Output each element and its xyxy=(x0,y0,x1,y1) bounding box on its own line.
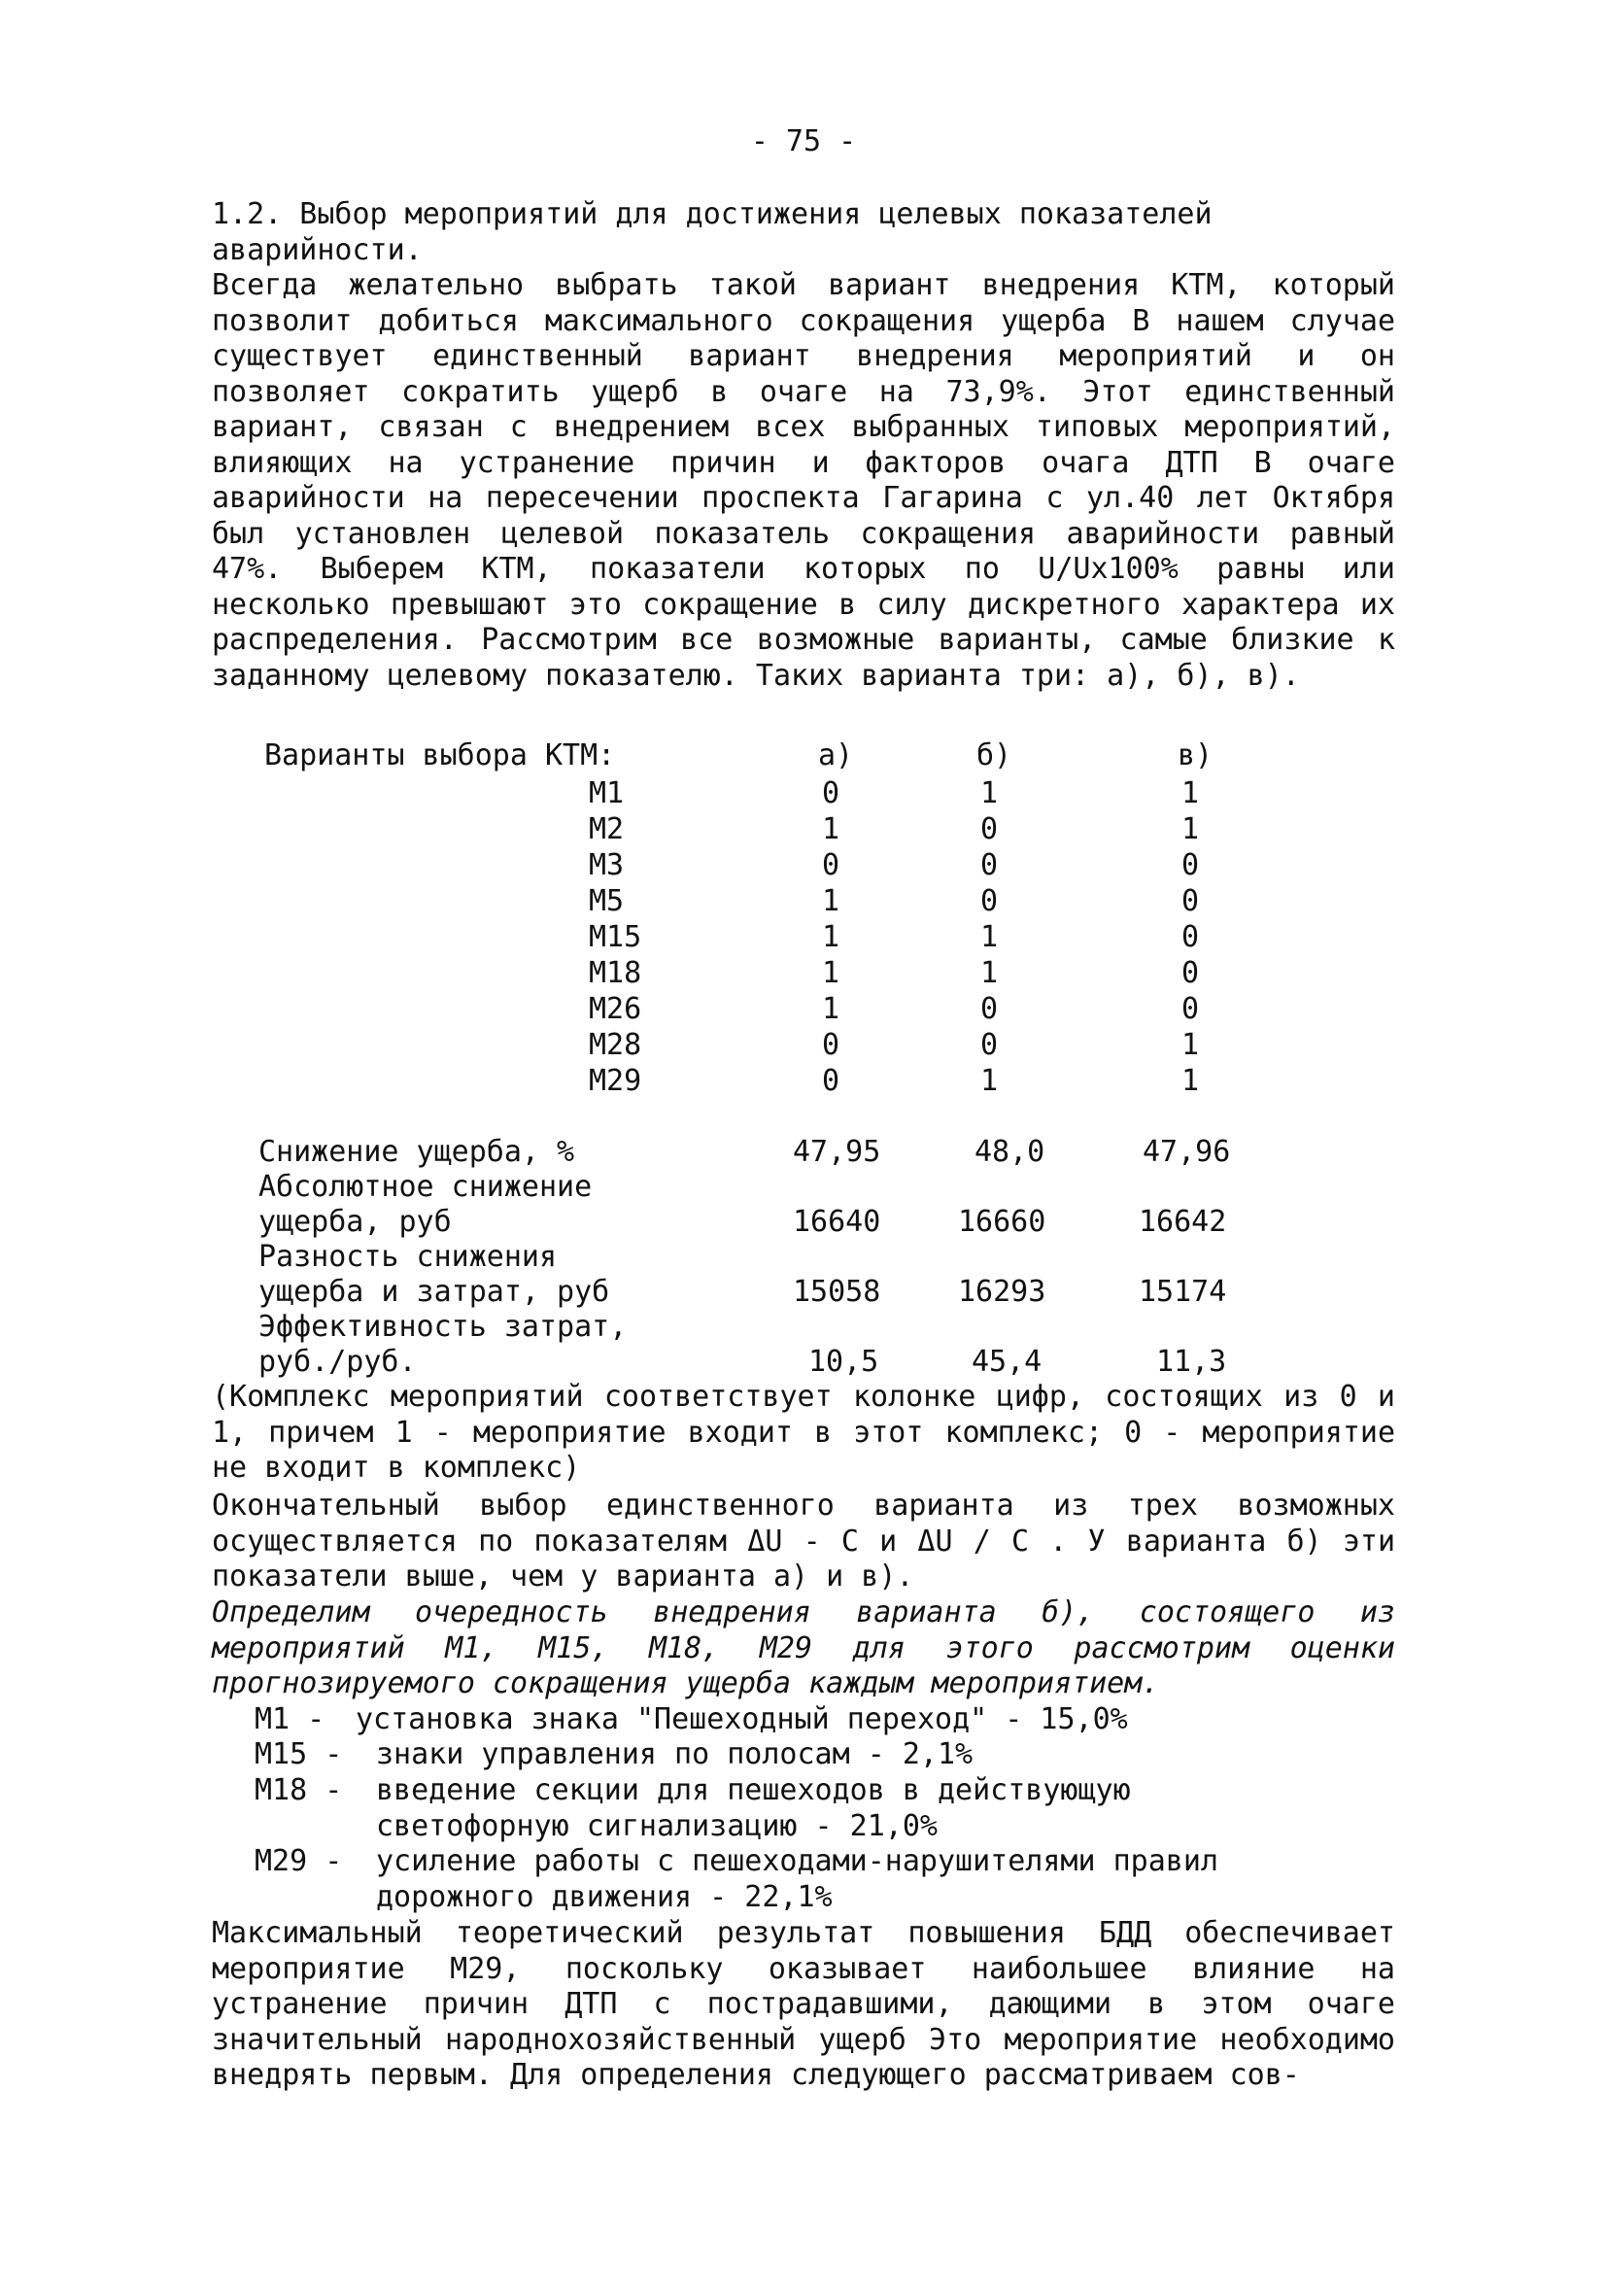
value-b: 0 xyxy=(980,1028,999,1062)
reduction-value-a: 47,95 xyxy=(793,1135,881,1169)
paragraph-conclusion: Максимальный теоретический результат повышения БДД обеспечивает мероприятие M29, поскольку оказывает наибольшее влияние на устранение причин ДТП с пострадавшими, дающими в этом очаге значительный народнохозяйственный ущерб Это мероприятие необходимо внедрять первым. Для определения следующего рассматриваем сов- xyxy=(212,1916,1395,2092)
difference-label-line2: ущерба и затрат, руб xyxy=(258,1275,610,1309)
measure-item-code: M18 - xyxy=(255,1773,343,1807)
reduction-value-b: 48,0 xyxy=(974,1135,1045,1169)
table-caption: Варианты выбора КТМ: xyxy=(264,738,616,772)
table-row xyxy=(0,1028,1263,1063)
value-c: 0 xyxy=(1181,920,1200,954)
measure-code: M18 xyxy=(589,956,642,990)
page-number: - 75 - xyxy=(750,124,857,158)
efficiency-label-line1: Эффективность затрат, xyxy=(258,1310,628,1344)
result-row-difference xyxy=(0,1275,1263,1310)
table-header-row xyxy=(0,738,1263,773)
result-row-efficiency xyxy=(0,1345,1263,1380)
difference-value-a: 15058 xyxy=(793,1275,881,1309)
result-row-reduction xyxy=(0,1135,1263,1170)
table-row xyxy=(0,776,1263,811)
measure-code: M15 xyxy=(589,920,642,954)
reduction-label: Снижение ущерба, % xyxy=(258,1135,575,1169)
result-label-row xyxy=(0,1170,1263,1205)
measure-code: M29 xyxy=(589,1064,642,1098)
measure-item-text: введение секции для пешеходов в действующую светофорную сигнализацию - 21,0% xyxy=(376,1773,1131,1843)
value-b: 0 xyxy=(980,812,999,846)
measure-code: M5 xyxy=(589,884,625,918)
paragraph-intro: Всегда желательно выбрать такой вариант внедрения КТМ, который позволит добиться максимального сокращения ущерба В нашем случае существует единственный вариант внедрения мероприятий и он позволяет сократить ущерб в очаге на 73,9%. Этот единственный вариант, связан с внедрением всех выбранных типовых мероприятий, влияющих на устранение причин и факторов очага ДТП В очаге аварийности на пересечении проспекта Гагарина с ул.40 лет Октября был установлен целевой показатель сокращения аварийности равный 47%. Выберем КТМ, показатели которых по U/Ux100% равны или несколько превышают это сокращение в силу дискретного характера их распределения. Рассмотрим все возможные варианты, самые близкие к заданному целевому показателю. Таких варианта три: а), б), в). xyxy=(212,268,1395,693)
value-c: 0 xyxy=(1181,956,1200,990)
efficiency-value-a: 10,5 xyxy=(808,1345,879,1379)
table-row xyxy=(0,920,1263,955)
result-label-row xyxy=(0,1310,1263,1345)
value-a: 0 xyxy=(822,1028,840,1062)
measure-item-code: M29 - xyxy=(255,1844,343,1878)
value-c: 1 xyxy=(1181,776,1200,810)
value-a: 0 xyxy=(822,848,840,882)
header-variant-c: в) xyxy=(1178,738,1214,772)
value-a: 0 xyxy=(822,776,840,810)
absolute-label-line2: ущерба, руб xyxy=(258,1205,452,1239)
value-a: 1 xyxy=(822,956,840,990)
value-c: 0 xyxy=(1181,992,1200,1026)
table-row xyxy=(0,848,1263,883)
table-row xyxy=(0,1064,1263,1099)
table-row xyxy=(0,992,1263,1027)
efficiency-value-b: 45,4 xyxy=(972,1345,1043,1379)
paragraph-selection: Окончательный выбор единственного варианта из трех возможных осуществляется по показателям ΔU - C и ΔU / C . У варианта б) эти показатели выше, чем у варианта а) и в). xyxy=(212,1489,1395,1593)
value-a: 1 xyxy=(822,884,840,918)
value-b: 1 xyxy=(980,920,999,954)
value-c: 0 xyxy=(1181,884,1200,918)
absolute-value-c: 16642 xyxy=(1139,1205,1227,1239)
measure-code: M2 xyxy=(589,812,625,846)
paragraph-order: Определим очередность внедрения варианта б), состоящего из мероприятий M1, M15, M18, M29 для этого рассмотрим оценки прогнозируемого сокращения ущерба каждым мероприятием. xyxy=(212,1595,1395,1700)
result-label-row xyxy=(0,1240,1263,1275)
difference-value-c: 15174 xyxy=(1139,1275,1227,1309)
table-note: (Комплекс мероприятий соответствует колонке цифр, состоящих из 0 и 1, причем 1 - мероприятие входит в этот комплекс; 0 - мероприятие не входит в комплекс) xyxy=(212,1380,1395,1485)
value-c: 1 xyxy=(1181,812,1200,846)
measure-item-text: знаки управления по полосам - 2,1% xyxy=(376,1737,974,1771)
measure-code: M26 xyxy=(589,992,642,1026)
table-row xyxy=(0,812,1263,847)
absolute-value-b: 16660 xyxy=(958,1205,1046,1239)
header-variant-b: б) xyxy=(976,738,1012,772)
measure-item-code: M15 - xyxy=(255,1737,343,1771)
value-b: 1 xyxy=(980,1064,999,1098)
value-b: 0 xyxy=(980,848,999,882)
header-variant-a: а) xyxy=(818,738,854,772)
absolute-value-a: 16640 xyxy=(793,1205,881,1239)
value-a: 1 xyxy=(822,920,840,954)
measure-item-code: M1 - xyxy=(255,1702,325,1736)
efficiency-label-line2: руб./руб. xyxy=(258,1345,417,1379)
value-a: 1 xyxy=(822,992,840,1026)
measure-item-text: усиление работы с пешеходами-нарушителями правил дорожного движения - 22,1% xyxy=(376,1844,1218,1914)
value-a: 1 xyxy=(822,812,840,846)
value-a: 0 xyxy=(822,1064,840,1098)
value-b: 0 xyxy=(980,992,999,1026)
value-b: 1 xyxy=(980,776,999,810)
value-c: 0 xyxy=(1181,848,1200,882)
measure-code: M28 xyxy=(589,1028,642,1062)
result-row-absolute xyxy=(0,1205,1263,1240)
measure-code: M1 xyxy=(589,776,625,810)
measure-item-text: установка знака "Пешеходный переход" - 15,0% xyxy=(356,1702,1128,1736)
efficiency-value-c: 11,3 xyxy=(1156,1345,1227,1379)
table-row xyxy=(0,884,1263,919)
value-c: 1 xyxy=(1181,1064,1200,1098)
value-c: 1 xyxy=(1181,1028,1200,1062)
measure-code: M3 xyxy=(589,848,625,882)
value-b: 1 xyxy=(980,956,999,990)
difference-value-b: 16293 xyxy=(958,1275,1046,1309)
value-b: 0 xyxy=(980,884,999,918)
difference-label-line1: Разность снижения xyxy=(258,1240,558,1274)
reduction-value-c: 47,96 xyxy=(1143,1135,1231,1169)
section-heading: 1.2. Выбор мероприятий для достижения целевых показателей аварийности. xyxy=(212,197,1213,267)
absolute-label-line1: Абсолютное снижение xyxy=(258,1170,593,1204)
table-row xyxy=(0,956,1263,991)
